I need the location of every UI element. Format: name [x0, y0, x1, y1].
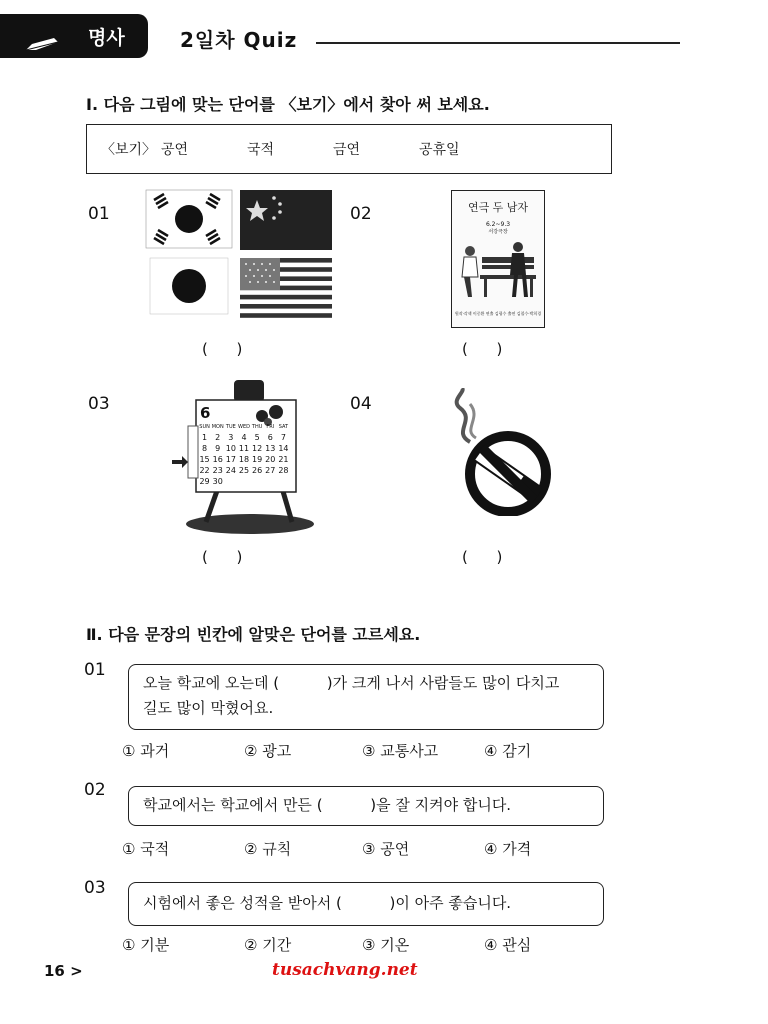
calendar-grid	[198, 432, 290, 487]
japan-flag-icon	[150, 258, 228, 314]
flags-image	[140, 188, 336, 324]
day-header: THU	[251, 424, 263, 430]
option-choice[interactable]: ① 과거	[122, 742, 170, 760]
question-text-line: 길도 많이 막혔어요.	[143, 699, 274, 717]
option-choice[interactable]: ② 기간	[244, 936, 292, 954]
poster-credits: 원작·각색 이중환 연출 김평수 출연 김철수·박희경	[454, 311, 542, 316]
bench-figures-image	[452, 235, 544, 307]
word-bank-item: 공휴일	[419, 142, 460, 158]
calendar-day: 17	[225, 455, 236, 464]
question-sentence-box	[128, 786, 604, 826]
item-number: 01	[88, 204, 110, 224]
item-number: 04	[350, 394, 372, 414]
calendar-day: 1	[202, 433, 208, 442]
calendar-day	[277, 476, 290, 487]
day-header: TUE	[225, 424, 236, 430]
question-text-line: 시험에서 좋은 성적을 받아서 ( )이 아주 좋습니다.	[143, 894, 512, 912]
day-header: SAT	[278, 424, 289, 430]
calendar-day: 2	[215, 433, 221, 442]
option-choice[interactable]: ③ 기온	[362, 936, 410, 954]
calendar-day: 22	[199, 466, 210, 475]
calendar-day: 5	[254, 433, 260, 442]
calendar-day: 12	[252, 444, 263, 453]
page-number: 16 >	[44, 962, 83, 980]
calendar-days-header	[198, 424, 290, 430]
calendar-day: 14	[278, 444, 289, 453]
item-number: 03	[88, 394, 110, 414]
answer-blank[interactable]: ( )	[202, 548, 243, 566]
word-bank-box	[86, 124, 612, 174]
calendar-day: 19	[252, 455, 263, 464]
day-header: SUN	[199, 424, 210, 430]
answer-blank[interactable]: ( )	[202, 340, 243, 358]
section1-title: Ⅰ. 다음 그림에 맞는 단어를 〈보기〉에서 찾아 써 보세요.	[86, 95, 490, 114]
question-text-line: 학교에서는 학교에서 만든 ( )을 잘 지켜야 합니다.	[143, 796, 512, 814]
china-flag-icon	[240, 190, 332, 250]
calendar-day: 20	[265, 455, 276, 464]
question-number: 01	[84, 660, 106, 680]
calendar-day: 4	[241, 433, 247, 442]
poster-dates: 6.2~9.3	[485, 221, 511, 228]
question-text-line: 오늘 학교에 오는데 ( )가 크게 나서 사람들도 많이 다치고	[143, 674, 560, 692]
calendar-day: 15	[199, 455, 210, 464]
option-choice[interactable]: ② 규칙	[244, 840, 292, 858]
day-header: MON	[211, 424, 224, 430]
calendar-day: 25	[238, 466, 250, 475]
play-poster	[451, 190, 545, 328]
watermark-site[interactable]: tusachvang.net	[272, 960, 418, 980]
option-choice[interactable]: ③ 공연	[362, 840, 410, 858]
calendar-day: 28	[278, 466, 289, 475]
calendar-day	[224, 476, 237, 487]
calendar-day: 10	[225, 444, 236, 453]
option-choice[interactable]: ④ 가격	[484, 840, 532, 858]
option-choice[interactable]: ① 국적	[122, 840, 170, 858]
option-choice[interactable]: ① 기분	[122, 936, 170, 954]
poster-venue: 서강극장	[488, 229, 508, 235]
options-row	[122, 934, 531, 955]
options-row	[122, 740, 531, 761]
header-rule	[316, 42, 680, 44]
word-bank-item: 국적	[247, 142, 275, 158]
usa-flag-icon	[240, 258, 332, 318]
option-choice[interactable]: ④ 관심	[484, 936, 532, 954]
pencil-icon	[24, 36, 64, 52]
calendar-day: 8	[202, 444, 208, 453]
option-choice[interactable]: ④ 감기	[484, 742, 532, 760]
calendar-day: 13	[265, 444, 276, 453]
calendar-day: 11	[238, 444, 250, 453]
options-row	[122, 838, 531, 859]
option-choice[interactable]: ③ 교통사고	[362, 742, 439, 760]
korea-flag-icon	[146, 190, 232, 248]
calendar-day: 6	[267, 433, 273, 442]
calendar-day: 23	[212, 466, 223, 475]
header-tab-label: 명사	[88, 26, 125, 49]
item-number: 02	[350, 204, 372, 224]
poster-title: 연극 두 남자	[467, 201, 529, 214]
calendar-day: 26	[252, 466, 263, 475]
page-title: 2일차 Quiz	[180, 28, 298, 52]
calendar-day: 3	[228, 433, 234, 442]
calendar-day	[251, 476, 264, 487]
answer-blank[interactable]: ( )	[462, 340, 503, 358]
question-number: 02	[84, 780, 106, 800]
word-bank-item: 금연	[333, 142, 361, 158]
calendar-day: 18	[238, 455, 250, 464]
option-choice[interactable]: ② 광고	[244, 742, 292, 760]
day-header: FRI	[266, 424, 275, 430]
calendar-day: 21	[278, 455, 289, 464]
word-bank-item: 공연	[161, 142, 189, 158]
calendar-day	[237, 476, 250, 487]
calendar-month: 6	[200, 404, 211, 422]
question-sentence-box	[128, 664, 604, 730]
calendar-day: 30	[212, 477, 223, 486]
question-sentence-box	[128, 882, 604, 926]
word-bank-label: 〈보기〉	[101, 142, 157, 158]
section2-title: Ⅱ. 다음 문장의 빈칸에 알맞은 단어를 고르세요.	[86, 625, 421, 644]
calendar-day	[264, 476, 277, 487]
answer-blank[interactable]: ( )	[462, 548, 503, 566]
calendar-day: 9	[215, 444, 221, 453]
calendar-day: 7	[280, 433, 286, 442]
calendar-day: 24	[225, 466, 236, 475]
question-number: 03	[84, 878, 106, 898]
no-smoking-icon	[436, 388, 552, 516]
header-tab	[0, 14, 148, 58]
calendar-day: 16	[212, 455, 223, 464]
calendar-day: 29	[199, 477, 210, 486]
calendar-day: 27	[265, 466, 276, 475]
day-header: WED	[238, 424, 250, 430]
